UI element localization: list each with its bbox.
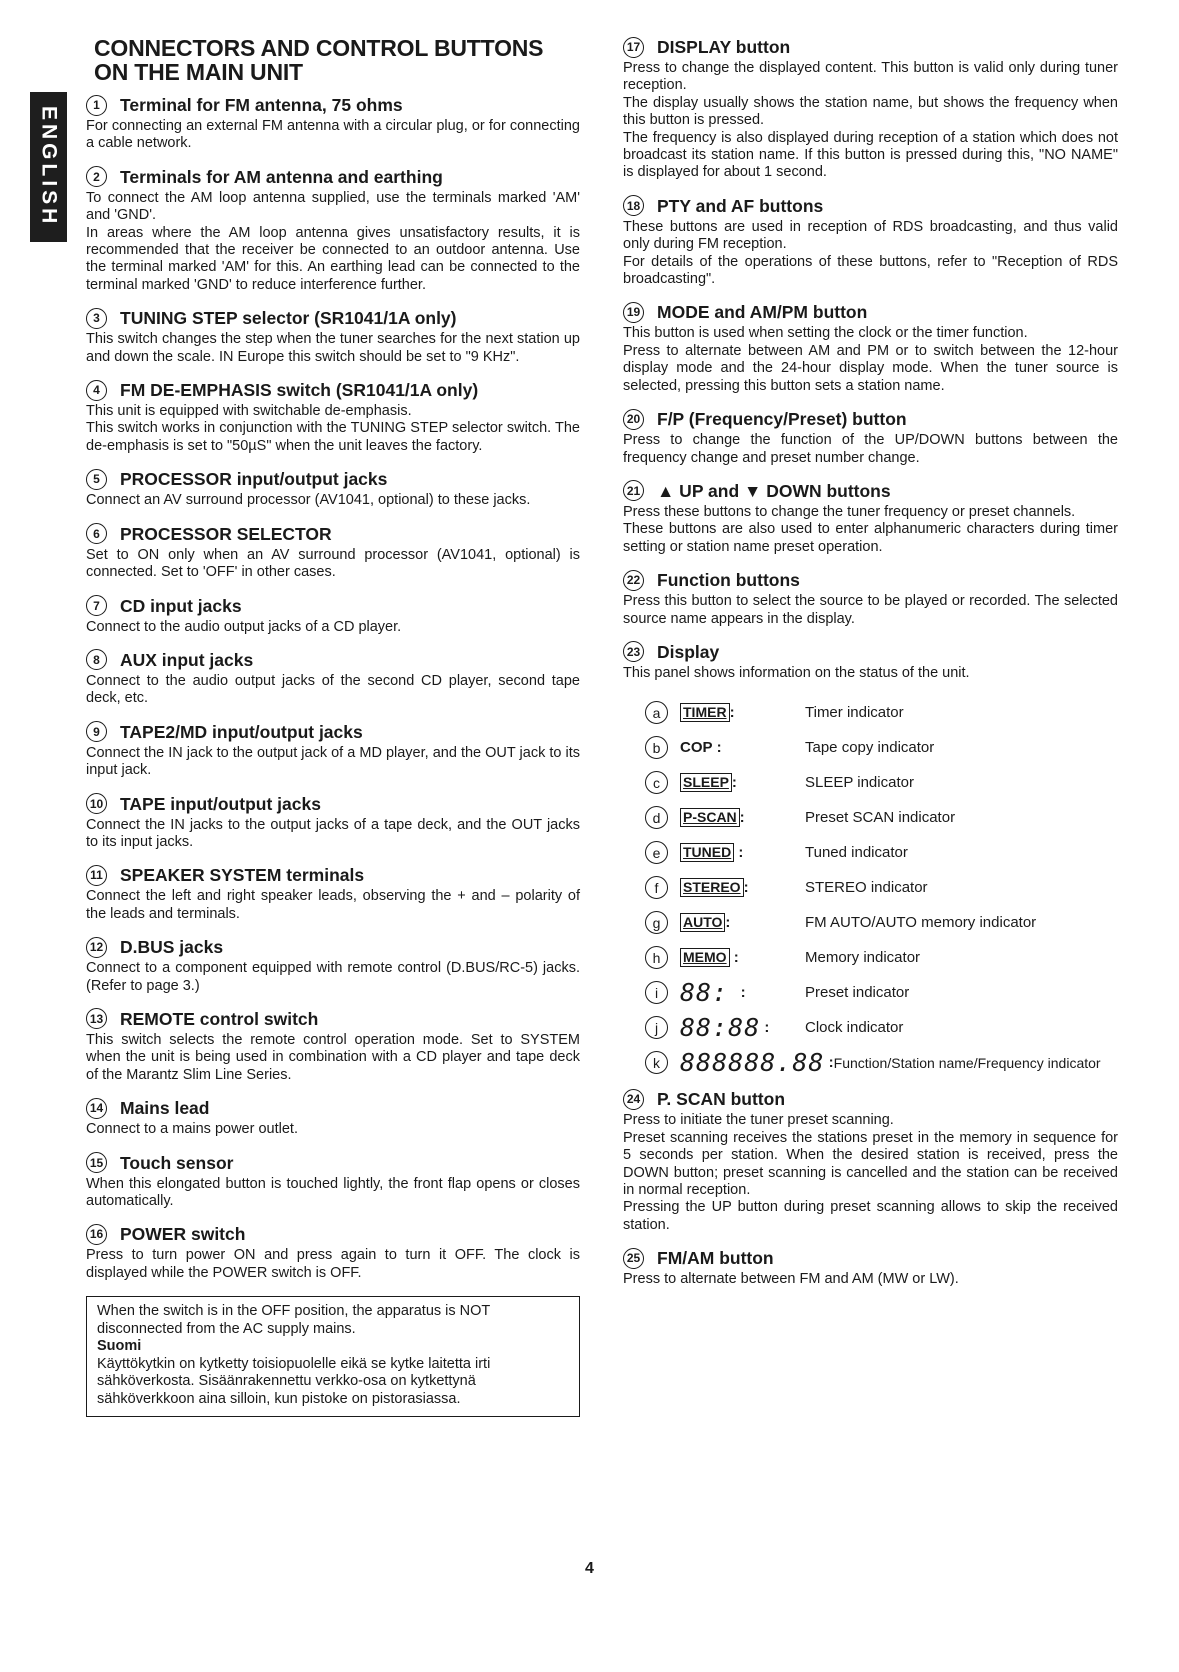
section-24 <box>623 1088 1118 1234</box>
section-heading-text: ▲ UP and ▼ DOWN buttons <box>657 480 891 501</box>
display-item-letter: h <box>645 946 668 969</box>
indicator-separator: : <box>729 704 735 722</box>
display-item-letter: k <box>645 1051 668 1074</box>
indicator-description: STEREO indicator <box>805 879 928 897</box>
section-heading <box>623 301 1118 323</box>
display-indicator-symbol <box>680 843 805 862</box>
display-indicator-symbol <box>680 739 805 756</box>
indicator-description: SLEEP indicator <box>805 774 914 792</box>
indicator-separator: : <box>824 1054 834 1072</box>
display-indicator-symbol <box>680 978 805 1007</box>
section-paragraph: This switch selects the remote control operation mode. Set to SYSTEM when the unit is being used in combination with a CD player and tape deck of the Marantz Slim Line Series. <box>86 1031 580 1083</box>
section-number-badge: 15 <box>86 1152 107 1173</box>
notice-subheading: Suomi <box>97 1338 142 1355</box>
section-paragraph: Connect the left and right speaker leads, observing the + and – polarity of the leads and terminals. <box>86 888 580 922</box>
section-heading <box>86 595 580 617</box>
section-paragraph: Connect the IN jack to the output jack of a MD player, and the OUT jack to its input jack. <box>86 744 580 779</box>
section-heading-text: Touch sensor <box>120 1152 234 1173</box>
indicator-label: TUNED <box>680 843 734 862</box>
indicator-separator: : <box>743 879 749 897</box>
indicator-separator: : <box>728 984 746 1002</box>
section-heading <box>623 480 1118 502</box>
section-18 <box>623 195 1118 289</box>
section-heading <box>86 94 580 116</box>
section-number-badge: 4 <box>86 380 107 401</box>
display-item-letter: d <box>645 806 668 829</box>
section-number-badge: 19 <box>623 302 644 323</box>
section-number-badge: 2 <box>86 166 107 187</box>
indicator-separator: : <box>734 844 744 862</box>
section-number-badge: 9 <box>86 721 107 742</box>
section-paragraph: When this elongated button is touched lightly, the front flap opens or closes automatically. <box>86 1175 580 1209</box>
display-item-h <box>645 940 1118 975</box>
section-heading-text: TAPE2/MD input/output jacks <box>120 721 363 742</box>
section-4 <box>86 379 580 455</box>
section-number-badge: 8 <box>86 649 107 670</box>
section-15 <box>86 1152 580 1211</box>
section-14 <box>86 1097 580 1138</box>
display-item-letter: c <box>645 771 668 794</box>
section-heading <box>86 523 580 545</box>
section-paragraph: The frequency is also displayed during reception of a station which does not broadcast its station name. If this button is pressed during this, "NO NAME" is displayed for about 1 second. <box>623 129 1118 181</box>
section-19 <box>623 301 1118 395</box>
indicator-label: AUTO <box>680 913 725 932</box>
section-heading-text: Function buttons <box>657 570 800 591</box>
section-heading <box>86 1152 580 1174</box>
language-tab <box>30 92 67 242</box>
section-heading <box>86 379 580 401</box>
display-indicator-symbol <box>680 773 805 792</box>
section-paragraph: Connect an AV surround processor (AV1041, optional) to these jacks. <box>86 492 531 509</box>
right-sections-b <box>623 1088 1118 1288</box>
indicator-separator: : <box>739 809 745 827</box>
section-paragraph: This switch changes the step when the tuner searches for the next station up and down the scale. IN Europe this switch should be set to "9 KHz". <box>86 331 580 365</box>
indicator-separator: : <box>725 914 731 932</box>
section-paragraph: Preset scanning receives the stations preset in the memory in sequence for 5 seconds per station. When the desired station is received, press the DOWN button; preset scanning is cancelled and the station can be received in normal reception. <box>623 1129 1118 1198</box>
section-8 <box>86 649 580 708</box>
section-paragraph: To connect the AM loop antenna supplied, use the terminals marked 'AM' and 'GND'. <box>86 189 580 224</box>
display-indicator-symbol <box>680 1048 834 1077</box>
indicator-separator: : <box>712 739 722 757</box>
display-indicator-symbol <box>680 1013 805 1042</box>
indicator-separator: : <box>760 1019 770 1037</box>
section-heading <box>86 1097 580 1119</box>
section-heading <box>86 793 580 815</box>
display-item-k <box>645 1045 1118 1080</box>
notice-text: When the switch is in the OFF position, the apparatus is NOT disconnected from the AC supply mains. <box>97 1303 491 1337</box>
section-heading-text: Mains lead <box>120 1098 210 1119</box>
section-paragraph: In areas where the AM loop antenna gives unsatisfactory results, it is recommended that the receiver be connected to an outdoor antenna. Use the terminal marked 'AM' for this. An earthing lead can be connected to the terminal marked 'GND' to reduce interference further. <box>86 224 580 293</box>
section-number-badge: 12 <box>86 937 107 958</box>
section-22 <box>623 569 1118 628</box>
section-heading-text: AUX input jacks <box>120 649 254 670</box>
section-paragraph: Press to change the function of the UP/DOWN buttons between the frequency change and preset number change. <box>623 432 1118 466</box>
display-item-i <box>645 975 1118 1010</box>
section-heading <box>86 468 580 490</box>
indicator-separator: : <box>729 949 739 967</box>
section-heading <box>86 864 580 886</box>
indicator-description: Tuned indicator <box>805 844 908 862</box>
section-heading-text: TAPE input/output jacks <box>120 793 321 814</box>
indicator-description: Tape copy indicator <box>805 739 935 757</box>
section-3 <box>86 307 580 366</box>
display-item-g <box>645 905 1118 940</box>
section-number-badge: 21 <box>623 480 644 501</box>
left-column <box>86 36 580 1417</box>
section-paragraph: Press to initiate the tuner preset scanning. <box>623 1112 894 1129</box>
section-16 <box>86 1223 580 1282</box>
section-12 <box>86 936 580 995</box>
language-tab-label: ENGLISH <box>37 106 61 228</box>
section-number-badge: 16 <box>86 1224 107 1245</box>
section-heading-text: D.BUS jacks <box>120 937 224 958</box>
display-item-a <box>645 695 1118 730</box>
section-paragraph: Press to change the displayed content. This button is valid only during tuner reception. <box>623 60 1118 94</box>
display-indicator-symbol <box>680 703 805 722</box>
section-heading-text: PTY and AF buttons <box>657 195 824 216</box>
section-number-badge: 24 <box>623 1089 644 1110</box>
section-paragraph: Connect to the audio output jacks of a CD player. <box>86 618 402 635</box>
section-20 <box>623 408 1118 467</box>
indicator-description: Timer indicator <box>805 704 904 722</box>
section-heading-text: P. SCAN button <box>657 1089 786 1110</box>
section-heading-text: Display <box>657 641 720 662</box>
section-17 <box>623 36 1118 182</box>
section-heading-text: Terminal for FM antenna, 75 ohms <box>120 95 403 115</box>
section-paragraph: This panel shows information on the status of the unit. <box>623 664 970 681</box>
section-10 <box>86 793 580 852</box>
section-6 <box>86 523 580 582</box>
page-title <box>94 36 580 84</box>
section-paragraph: Connect to a mains power outlet. <box>86 1121 298 1138</box>
section-heading <box>86 936 580 958</box>
section-heading <box>623 1088 1118 1110</box>
section-5 <box>86 468 580 509</box>
section-heading-text: POWER switch <box>120 1224 246 1245</box>
section-number-badge: 10 <box>86 793 107 814</box>
section-1 <box>86 94 580 153</box>
section-heading-text: PROCESSOR input/output jacks <box>120 469 388 490</box>
section-number-badge: 3 <box>86 308 107 329</box>
section-25 <box>623 1247 1118 1288</box>
section-paragraph: These buttons are also used to enter alphanumeric characters during timer setting or station name preset operation. <box>623 521 1118 555</box>
display-item-letter: b <box>645 736 668 759</box>
section-heading-text: TUNING STEP selector (SR1041/1A only) <box>120 308 457 329</box>
section-paragraph: Press to alternate between AM and PM or to switch between the 12-hour display mode and the 24-hour display mode. When the tuner source is selected, pressing this button sets a station name. <box>623 342 1118 394</box>
section-paragraph: Pressing the UP button during preset scanning allows to skip the received station. <box>623 1199 1118 1233</box>
section-heading <box>86 307 580 329</box>
section-21 <box>623 480 1118 556</box>
right-column <box>623 36 1118 1302</box>
section-heading-text: Terminals for AM antenna and earthing <box>120 166 443 187</box>
section-7 <box>86 595 580 636</box>
section-heading <box>86 1223 580 1245</box>
indicator-label: 888888.88 <box>680 1048 825 1078</box>
display-item-letter: i <box>645 981 668 1004</box>
display-indicator-symbol <box>680 948 805 967</box>
section-heading-text: SPEAKER SYSTEM terminals <box>120 865 365 886</box>
section-paragraph: Connect the IN jacks to the output jacks of a tape deck, and the OUT jacks to its input jacks. <box>86 816 580 850</box>
section-heading <box>623 1247 1118 1269</box>
section-heading-text: FM DE-EMPHASIS switch (SR1041/1A only) <box>120 380 479 401</box>
display-item-d <box>645 800 1118 835</box>
section-paragraph: For connecting an external FM antenna with a circular plug, or for connecting a cable network. <box>86 118 580 152</box>
display-item-c <box>645 765 1118 800</box>
section-heading-text: F/P (Frequency/Preset) button <box>657 409 907 430</box>
section-9 <box>86 721 580 780</box>
section-heading <box>86 649 580 671</box>
display-item-letter: j <box>645 1016 668 1039</box>
page-number: 4 <box>585 1560 594 1577</box>
page-title-line2: ON THE MAIN UNIT <box>94 59 303 85</box>
indicator-label: STEREO <box>680 878 744 897</box>
section-2 <box>86 166 580 294</box>
indicator-label: MEMO <box>680 948 730 967</box>
section-heading-text: PROCESSOR SELECTOR <box>120 523 332 544</box>
section-number-badge: 13 <box>86 1008 107 1029</box>
section-number-badge: 25 <box>623 1248 644 1269</box>
display-item-j <box>645 1010 1118 1045</box>
section-paragraph: These buttons are used in reception of RDS broadcasting, and thus valid only during FM reception. <box>623 218 1118 253</box>
section-heading <box>623 408 1118 430</box>
section-number-badge: 1 <box>86 95 107 116</box>
display-item-e <box>645 835 1118 870</box>
section-heading <box>86 1008 580 1030</box>
section-number-badge: 11 <box>86 865 107 886</box>
section-paragraph: For details of the operations of these buttons, refer to "Reception of RDS broadcasting". <box>623 253 1118 288</box>
section-11 <box>86 864 580 923</box>
section-paragraph: Press to alternate between FM and AM (MW or LW). <box>623 1271 959 1288</box>
indicator-label: SLEEP <box>680 773 732 792</box>
display-indicator-list <box>645 695 1118 1080</box>
section-heading-text: DISPLAY button <box>657 37 791 57</box>
section-paragraph: Connect to the audio output jacks of the second CD player, second tape deck, etc. <box>86 672 580 707</box>
display-item-letter: a <box>645 701 668 724</box>
section-heading-text: FM/AM button <box>657 1248 774 1269</box>
indicator-description: Function/Station name/Frequency indicator <box>833 1054 1101 1071</box>
indicator-description: FM AUTO/AUTO memory indicator <box>805 914 1037 932</box>
display-item-b <box>645 730 1118 765</box>
indicator-label: P-SCAN <box>680 808 740 827</box>
section-paragraph: Press to turn power ON and press again to turn it OFF. The clock is displayed while the POWER switch is OFF. <box>86 1247 580 1281</box>
section-heading-text: CD input jacks <box>120 595 242 616</box>
section-paragraph: Connect to a component equipped with remote control (D.BUS/RC-5) jacks. (Refer to page 3.) <box>86 960 580 994</box>
section-paragraph: This button is used when setting the clock or the timer function. <box>623 325 1028 342</box>
indicator-description: Memory indicator <box>805 949 921 967</box>
display-item-letter: g <box>645 911 668 934</box>
indicator-label: 88:88 <box>680 1013 761 1043</box>
indicator-description: Preset SCAN indicator <box>805 809 956 827</box>
page-title-line1: CONNECTORS AND CONTROL BUTTONS <box>94 35 544 61</box>
right-sections-a <box>623 36 1118 682</box>
indicator-label: COP <box>680 739 713 757</box>
section-paragraph: Press these buttons to change the tuner frequency or preset channels. <box>623 503 1076 520</box>
section-heading <box>623 195 1118 217</box>
display-indicator-symbol <box>680 878 805 897</box>
notice-finnish-text: Käyttökytkin on kytketty toisiopuolelle eikä se kytke laitetta irti sähköverkosta. Sisäänrakennettu verkko-osa on kytkettynä sähköverkkoon aina silloin, kun pistoke on pistorasiassa. <box>97 1355 491 1407</box>
section-paragraph: Press this button to select the source to be played or recorded. The selected source name appears in the display. <box>623 593 1118 627</box>
indicator-description: Clock indicator <box>805 1019 904 1037</box>
section-number-badge: 14 <box>86 1098 107 1119</box>
indicator-description: Preset indicator <box>805 984 910 1002</box>
section-number-badge: 23 <box>623 641 644 662</box>
section-paragraph: This unit is equipped with switchable de-emphasis. <box>86 403 412 420</box>
display-item-letter: f <box>645 876 668 899</box>
indicator-separator: : <box>731 774 737 792</box>
section-heading-text: REMOTE control switch <box>120 1008 319 1029</box>
section-number-badge: 22 <box>623 570 644 591</box>
section-23 <box>623 641 1118 682</box>
section-heading <box>623 36 1118 58</box>
section-paragraph: Set to ON only when an AV surround processor (AV1041, optional) is connected. Set to 'OFF' in other cases. <box>86 546 580 581</box>
indicator-label: 88: <box>680 978 729 1008</box>
section-number-badge: 7 <box>86 595 107 616</box>
display-indicator-symbol <box>680 808 805 827</box>
section-heading <box>86 166 580 188</box>
left-sections <box>86 94 580 1282</box>
section-13 <box>86 1008 580 1084</box>
section-paragraph: This switch works in conjunction with the TUNING STEP selector switch. The de-emphasis is set to "50µS" when the unit leaves the factory. <box>86 420 580 454</box>
section-heading <box>623 569 1118 591</box>
section-number-badge: 5 <box>86 469 107 490</box>
section-heading <box>86 721 580 743</box>
section-number-badge: 18 <box>623 195 644 216</box>
section-paragraph: The display usually shows the station name, but shows the frequency when this button is pressed. <box>623 94 1118 129</box>
section-number-badge: 6 <box>86 523 107 544</box>
section-heading-text: MODE and AM/PM button <box>657 302 868 323</box>
indicator-label: TIMER <box>680 703 730 722</box>
section-heading <box>623 641 1118 663</box>
power-notice-box <box>86 1296 580 1417</box>
section-number-badge: 17 <box>623 37 644 58</box>
display-indicator-symbol <box>680 913 805 932</box>
display-item-letter: e <box>645 841 668 864</box>
section-number-badge: 20 <box>623 409 644 430</box>
display-item-f <box>645 870 1118 905</box>
